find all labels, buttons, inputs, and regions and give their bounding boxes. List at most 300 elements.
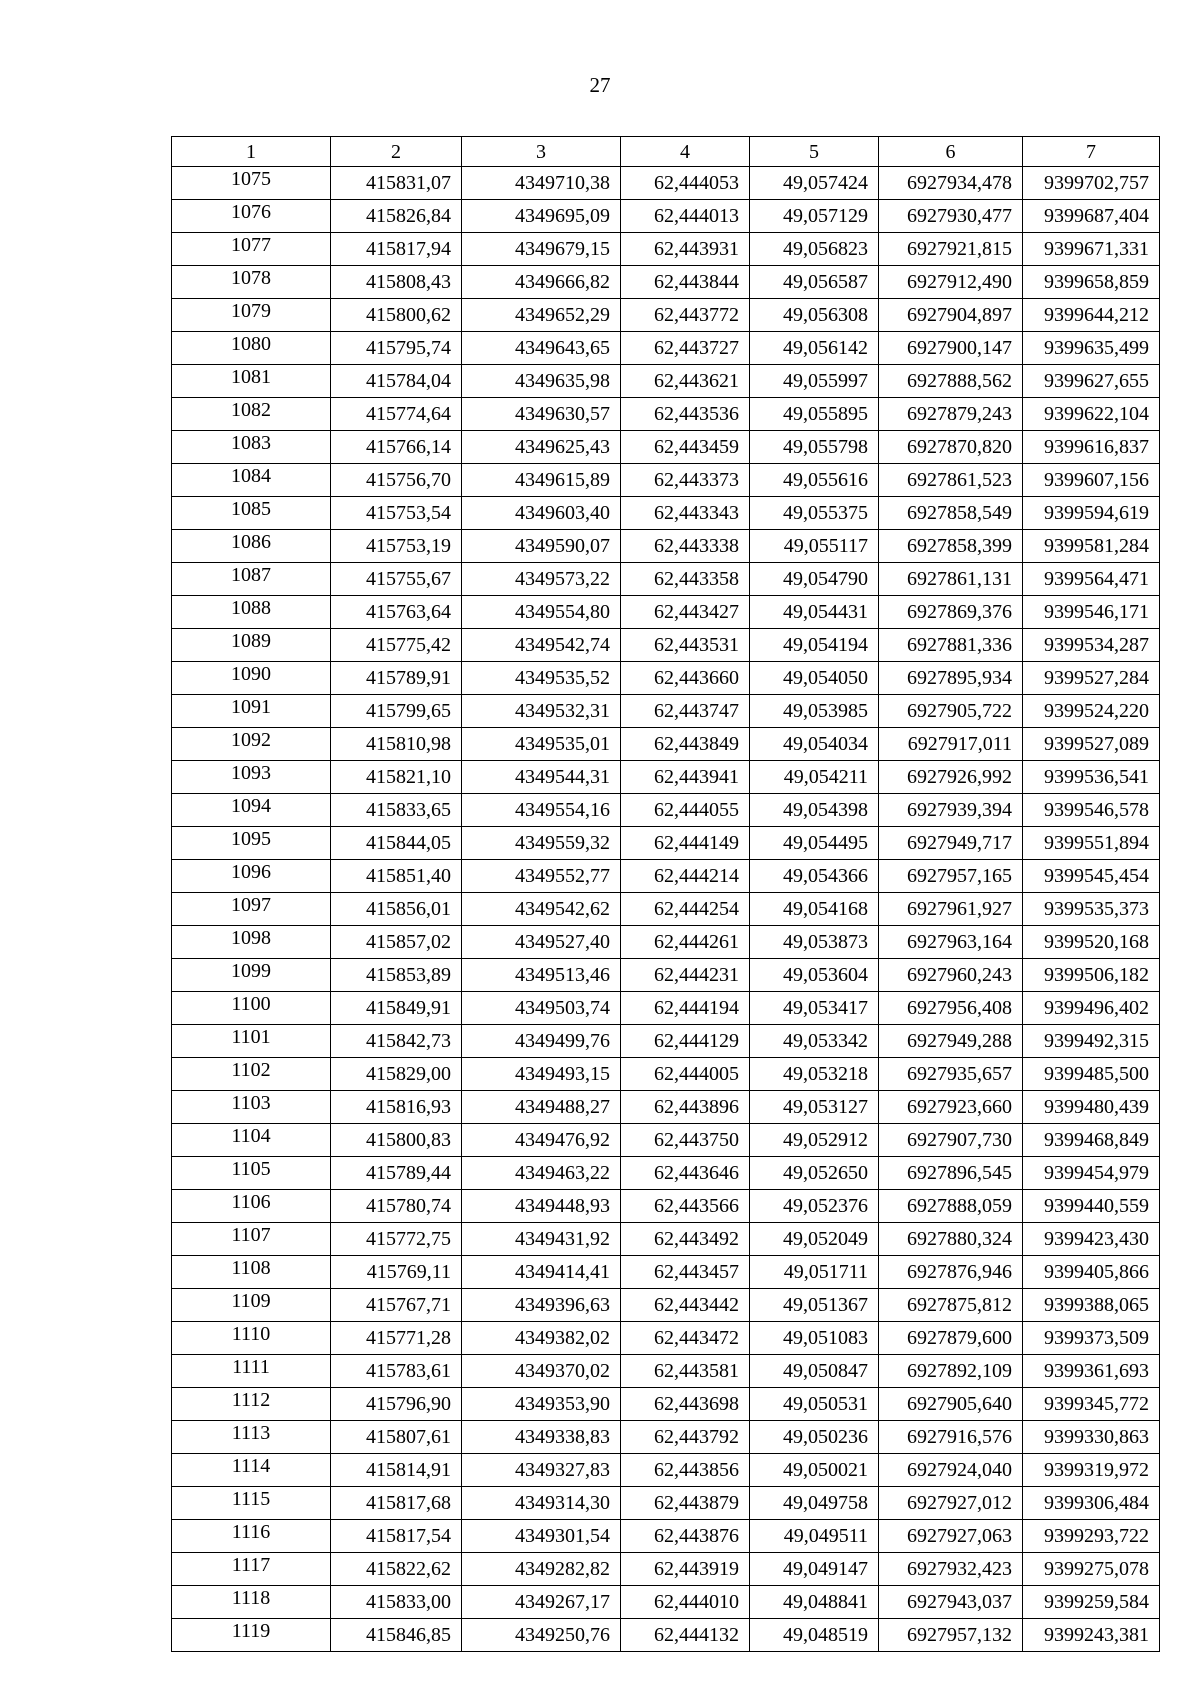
table-cell: 415780,74	[331, 1190, 462, 1223]
table-cell: 9399671,331	[1023, 233, 1160, 266]
table-cell: 62,443931	[621, 233, 750, 266]
table-cell: 49,057129	[750, 200, 879, 233]
table-cell: 62,443844	[621, 266, 750, 299]
table-cell: 62,444013	[621, 200, 750, 233]
table-cell: 49,056587	[750, 266, 879, 299]
table-cell: 4349448,93	[462, 1190, 621, 1223]
table-cell: 415783,61	[331, 1355, 462, 1388]
table-cell: 62,443792	[621, 1421, 750, 1454]
table-cell: 49,052376	[750, 1190, 879, 1223]
table-cell: 1107	[172, 1223, 331, 1256]
table-cell: 49,055997	[750, 365, 879, 398]
table-cell: 9399594,619	[1023, 497, 1160, 530]
table-cell: 6927896,545	[879, 1157, 1023, 1190]
table-cell: 415799,65	[331, 695, 462, 728]
table-cell: 9399480,439	[1023, 1091, 1160, 1124]
table-row	[172, 1223, 1160, 1256]
table-cell: 62,443338	[621, 530, 750, 563]
table-cell: 6927927,063	[879, 1520, 1023, 1553]
table-row	[172, 200, 1160, 233]
table-row	[172, 1619, 1160, 1652]
table-cell: 62,443849	[621, 728, 750, 761]
table-cell: 9399535,373	[1023, 893, 1160, 926]
table-row	[172, 1355, 1160, 1388]
table-cell: 415856,01	[331, 893, 462, 926]
table-row	[172, 827, 1160, 860]
table-header-row	[172, 137, 1160, 167]
table-cell: 62,444005	[621, 1058, 750, 1091]
table-cell: 49,049147	[750, 1553, 879, 1586]
table-cell: 6927963,164	[879, 926, 1023, 959]
table-cell: 6927907,730	[879, 1124, 1023, 1157]
table-cell: 4349603,40	[462, 497, 621, 530]
table-cell: 415807,61	[331, 1421, 462, 1454]
table-cell: 9399492,315	[1023, 1025, 1160, 1058]
table-row	[172, 1553, 1160, 1586]
table-cell: 9399373,509	[1023, 1322, 1160, 1355]
table-cell: 1098	[172, 926, 331, 959]
table-cell: 62,443879	[621, 1487, 750, 1520]
table-cell: 6927861,523	[879, 464, 1023, 497]
table-cell: 1115	[172, 1487, 331, 1520]
table-row	[172, 1388, 1160, 1421]
table-cell: 1106	[172, 1190, 331, 1223]
table-cell: 6927881,336	[879, 629, 1023, 662]
table-cell: 4349652,29	[462, 299, 621, 332]
table-cell: 415817,54	[331, 1520, 462, 1553]
table-cell: 9399607,156	[1023, 464, 1160, 497]
table-cell: 415753,19	[331, 530, 462, 563]
table-cell: 9399564,471	[1023, 563, 1160, 596]
table-cell: 49,053604	[750, 959, 879, 992]
table-cell: 4349643,65	[462, 332, 621, 365]
table-body	[172, 167, 1160, 1652]
table-cell: 49,052049	[750, 1223, 879, 1256]
table-cell: 49,054034	[750, 728, 879, 761]
table-cell: 4349431,92	[462, 1223, 621, 1256]
table-cell: 49,053218	[750, 1058, 879, 1091]
table-cell: 49,055616	[750, 464, 879, 497]
table-cell: 4349250,76	[462, 1619, 621, 1652]
table-cell: 62,443566	[621, 1190, 750, 1223]
table-cell: 4349695,09	[462, 200, 621, 233]
table-cell: 9399330,863	[1023, 1421, 1160, 1454]
table-cell: 62,443358	[621, 563, 750, 596]
table-cell: 9399485,500	[1023, 1058, 1160, 1091]
table-row	[172, 1322, 1160, 1355]
table-cell: 9399319,972	[1023, 1454, 1160, 1487]
table-cell: 9399644,212	[1023, 299, 1160, 332]
table-row	[172, 1091, 1160, 1124]
table-cell: 6927934,478	[879, 167, 1023, 200]
table-cell: 9399536,541	[1023, 761, 1160, 794]
table-cell: 49,055895	[750, 398, 879, 431]
table-cell: 49,056823	[750, 233, 879, 266]
table-cell: 415766,14	[331, 431, 462, 464]
table-cell: 62,444214	[621, 860, 750, 893]
table-cell: 415771,28	[331, 1322, 462, 1355]
table-row	[172, 959, 1160, 992]
table-cell: 415753,54	[331, 497, 462, 530]
table-cell: 415789,91	[331, 662, 462, 695]
table-cell: 9399527,089	[1023, 728, 1160, 761]
table-cell: 9399581,284	[1023, 530, 1160, 563]
table-cell: 1092	[172, 728, 331, 761]
table-cell: 415849,91	[331, 992, 462, 1025]
table-cell: 1099	[172, 959, 331, 992]
table-cell: 49,054194	[750, 629, 879, 662]
table-cell: 9399275,078	[1023, 1553, 1160, 1586]
table-cell: 9399527,284	[1023, 662, 1160, 695]
table-row	[172, 794, 1160, 827]
table-row	[172, 1487, 1160, 1520]
table-row	[172, 728, 1160, 761]
table-cell: 6927858,399	[879, 530, 1023, 563]
table-cell: 9399520,168	[1023, 926, 1160, 959]
table-cell: 9399345,772	[1023, 1388, 1160, 1421]
table-cell: 1112	[172, 1388, 331, 1421]
table-cell: 1095	[172, 827, 331, 860]
table-cell: 62,444261	[621, 926, 750, 959]
table-cell: 4349615,89	[462, 464, 621, 497]
table-cell: 9399546,578	[1023, 794, 1160, 827]
table-cell: 415814,91	[331, 1454, 462, 1487]
table-cell: 6927943,037	[879, 1586, 1023, 1619]
table-cell: 4349630,57	[462, 398, 621, 431]
table-cell: 415833,00	[331, 1586, 462, 1619]
table-cell: 6927861,131	[879, 563, 1023, 596]
table-cell: 62,443772	[621, 299, 750, 332]
table-cell: 415767,71	[331, 1289, 462, 1322]
table-row	[172, 299, 1160, 332]
table-row	[172, 1454, 1160, 1487]
table-cell: 49,048841	[750, 1586, 879, 1619]
table-cell: 49,053127	[750, 1091, 879, 1124]
table-cell: 1085	[172, 497, 331, 530]
table-cell: 1080	[172, 332, 331, 365]
table-cell: 1104	[172, 1124, 331, 1157]
table-row	[172, 629, 1160, 662]
table-cell: 415795,74	[331, 332, 462, 365]
table-cell: 6927888,562	[879, 365, 1023, 398]
table-cell: 4349382,02	[462, 1322, 621, 1355]
table-cell: 4349554,16	[462, 794, 621, 827]
table-cell: 62,443581	[621, 1355, 750, 1388]
table-cell: 6927904,897	[879, 299, 1023, 332]
table-cell: 415810,98	[331, 728, 462, 761]
table-row	[172, 1025, 1160, 1058]
table-cell: 62,444132	[621, 1619, 750, 1652]
table-cell: 4349267,17	[462, 1586, 621, 1619]
column-header-2: 2	[331, 137, 462, 167]
table-cell: 9399423,430	[1023, 1223, 1160, 1256]
table-cell: 4349499,76	[462, 1025, 621, 1058]
table-row	[172, 1058, 1160, 1091]
table-cell: 62,443747	[621, 695, 750, 728]
table-cell: 4349552,77	[462, 860, 621, 893]
table-cell: 4349493,15	[462, 1058, 621, 1091]
table-cell: 9399243,381	[1023, 1619, 1160, 1652]
table-cell: 9399702,757	[1023, 167, 1160, 200]
table-cell: 9399687,404	[1023, 200, 1160, 233]
table-cell: 9399622,104	[1023, 398, 1160, 431]
table-cell: 49,054495	[750, 827, 879, 860]
table-row	[172, 167, 1160, 200]
table-row	[172, 695, 1160, 728]
table-row	[172, 398, 1160, 431]
table-cell: 4349314,30	[462, 1487, 621, 1520]
table-cell: 6927949,717	[879, 827, 1023, 860]
table-cell: 6927927,012	[879, 1487, 1023, 1520]
table-cell: 1096	[172, 860, 331, 893]
table-cell: 9399545,454	[1023, 860, 1160, 893]
table-row	[172, 530, 1160, 563]
table-row	[172, 1289, 1160, 1322]
table-cell: 49,048519	[750, 1619, 879, 1652]
table-cell: 62,443531	[621, 629, 750, 662]
table-cell: 49,052912	[750, 1124, 879, 1157]
table-row	[172, 1256, 1160, 1289]
table-cell: 4349554,80	[462, 596, 621, 629]
table-cell: 62,443492	[621, 1223, 750, 1256]
table-cell: 62,443698	[621, 1388, 750, 1421]
table-row	[172, 662, 1160, 695]
table-cell: 1075	[172, 167, 331, 200]
table-cell: 1118	[172, 1586, 331, 1619]
table-row	[172, 497, 1160, 530]
table-cell: 4349573,22	[462, 563, 621, 596]
table-cell: 1109	[172, 1289, 331, 1322]
table-cell: 1079	[172, 299, 331, 332]
table-cell: 6927926,992	[879, 761, 1023, 794]
table-cell: 1076	[172, 200, 331, 233]
table-cell: 62,443750	[621, 1124, 750, 1157]
table-cell: 1094	[172, 794, 331, 827]
table-cell: 49,055117	[750, 530, 879, 563]
table-cell: 4349542,74	[462, 629, 621, 662]
table-cell: 4349513,46	[462, 959, 621, 992]
table-row	[172, 1586, 1160, 1619]
table-cell: 1084	[172, 464, 331, 497]
table-cell: 9399468,849	[1023, 1124, 1160, 1157]
table-cell: 9399524,220	[1023, 695, 1160, 728]
table-cell: 4349476,92	[462, 1124, 621, 1157]
table-cell: 9399534,287	[1023, 629, 1160, 662]
table-cell: 9399306,484	[1023, 1487, 1160, 1520]
table-cell: 1093	[172, 761, 331, 794]
table-cell: 62,443660	[621, 662, 750, 695]
table-cell: 4349679,15	[462, 233, 621, 266]
table-cell: 1077	[172, 233, 331, 266]
table-cell: 4349282,82	[462, 1553, 621, 1586]
column-header-4: 4	[621, 137, 750, 167]
table-cell: 4349532,31	[462, 695, 621, 728]
table-cell: 6927869,376	[879, 596, 1023, 629]
table-cell: 1117	[172, 1553, 331, 1586]
table-cell: 4349353,90	[462, 1388, 621, 1421]
table-cell: 6927949,288	[879, 1025, 1023, 1058]
table-cell: 4349370,02	[462, 1355, 621, 1388]
table-cell: 49,053873	[750, 926, 879, 959]
table-cell: 1103	[172, 1091, 331, 1124]
table-cell: 49,054168	[750, 893, 879, 926]
table-cell: 1082	[172, 398, 331, 431]
table-cell: 4349666,82	[462, 266, 621, 299]
table-cell: 6927930,477	[879, 200, 1023, 233]
table-row	[172, 464, 1160, 497]
table-cell: 6927879,600	[879, 1322, 1023, 1355]
table-cell: 4349488,27	[462, 1091, 621, 1124]
table-cell: 415851,40	[331, 860, 462, 893]
table-cell: 62,443472	[621, 1322, 750, 1355]
table-cell: 1097	[172, 893, 331, 926]
table-cell: 1090	[172, 662, 331, 695]
column-header-7: 7	[1023, 137, 1160, 167]
table-cell: 415775,42	[331, 629, 462, 662]
table-cell: 49,055798	[750, 431, 879, 464]
table-cell: 62,443536	[621, 398, 750, 431]
table-cell: 62,443457	[621, 1256, 750, 1289]
table-cell: 49,054050	[750, 662, 879, 695]
table-cell: 49,053342	[750, 1025, 879, 1058]
table-cell: 62,444231	[621, 959, 750, 992]
table-cell: 4349544,31	[462, 761, 621, 794]
table-cell: 6927892,109	[879, 1355, 1023, 1388]
table-cell: 415769,11	[331, 1256, 462, 1289]
table-cell: 49,055375	[750, 497, 879, 530]
table-cell: 6927858,549	[879, 497, 1023, 530]
table-cell: 415821,10	[331, 761, 462, 794]
table-cell: 49,050021	[750, 1454, 879, 1487]
table-cell: 49,054398	[750, 794, 879, 827]
table-cell: 415822,62	[331, 1553, 462, 1586]
table-cell: 415853,89	[331, 959, 462, 992]
table-cell: 49,053985	[750, 695, 879, 728]
table-cell: 415842,73	[331, 1025, 462, 1058]
table-cell: 49,051083	[750, 1322, 879, 1355]
table-row	[172, 563, 1160, 596]
table-cell: 62,443427	[621, 596, 750, 629]
table-cell: 49,049511	[750, 1520, 879, 1553]
table-cell: 1083	[172, 431, 331, 464]
table-cell: 9399405,866	[1023, 1256, 1160, 1289]
table-cell: 1101	[172, 1025, 331, 1058]
table-cell: 1108	[172, 1256, 331, 1289]
table-cell: 415833,65	[331, 794, 462, 827]
table-cell: 4349635,98	[462, 365, 621, 398]
table-cell: 415774,64	[331, 398, 462, 431]
table-row	[172, 1190, 1160, 1223]
table-cell: 4349535,52	[462, 662, 621, 695]
table-cell: 49,054431	[750, 596, 879, 629]
table-cell: 6927921,815	[879, 233, 1023, 266]
table-cell: 6927876,946	[879, 1256, 1023, 1289]
table-cell: 9399388,065	[1023, 1289, 1160, 1322]
table-cell: 415857,02	[331, 926, 462, 959]
table-cell: 62,443459	[621, 431, 750, 464]
table-cell: 62,443896	[621, 1091, 750, 1124]
table-cell: 62,443941	[621, 761, 750, 794]
table-cell: 9399259,584	[1023, 1586, 1160, 1619]
table-cell: 1113	[172, 1421, 331, 1454]
table-cell: 6927935,657	[879, 1058, 1023, 1091]
table-cell: 62,444053	[621, 167, 750, 200]
table-cell: 49,051367	[750, 1289, 879, 1322]
table-cell: 1105	[172, 1157, 331, 1190]
table-cell: 49,051711	[750, 1256, 879, 1289]
table-row	[172, 860, 1160, 893]
table-cell: 9399616,837	[1023, 431, 1160, 464]
table-cell: 49,053417	[750, 992, 879, 1025]
table-cell: 415772,75	[331, 1223, 462, 1256]
table-cell: 49,054790	[750, 563, 879, 596]
table-cell: 49,050531	[750, 1388, 879, 1421]
table-cell: 1086	[172, 530, 331, 563]
table-cell: 415831,07	[331, 167, 462, 200]
table-cell: 62,443442	[621, 1289, 750, 1322]
table-cell: 1114	[172, 1454, 331, 1487]
table-cell: 1088	[172, 596, 331, 629]
table-cell: 62,443919	[621, 1553, 750, 1586]
table-cell: 4349535,01	[462, 728, 621, 761]
table-cell: 4349559,32	[462, 827, 621, 860]
table-cell: 1102	[172, 1058, 331, 1091]
coordinates-table	[171, 136, 1160, 1652]
table-cell: 9399361,693	[1023, 1355, 1160, 1388]
table-cell: 9399551,894	[1023, 827, 1160, 860]
table-cell: 62,444194	[621, 992, 750, 1025]
table-cell: 9399506,182	[1023, 959, 1160, 992]
table-cell: 9399440,559	[1023, 1190, 1160, 1223]
table-cell: 415844,05	[331, 827, 462, 860]
table-cell: 62,443373	[621, 464, 750, 497]
table-cell: 6927960,243	[879, 959, 1023, 992]
table-cell: 62,444129	[621, 1025, 750, 1058]
table-cell: 49,052650	[750, 1157, 879, 1190]
table-cell: 49,050236	[750, 1421, 879, 1454]
table-row	[172, 1520, 1160, 1553]
table-cell: 415817,68	[331, 1487, 462, 1520]
table-row	[172, 266, 1160, 299]
table-cell: 1081	[172, 365, 331, 398]
table-cell: 6927900,147	[879, 332, 1023, 365]
table-cell: 6927917,011	[879, 728, 1023, 761]
table-cell: 9399454,979	[1023, 1157, 1160, 1190]
table-cell: 4349542,62	[462, 893, 621, 926]
table-cell: 415829,00	[331, 1058, 462, 1091]
table-cell: 4349414,41	[462, 1256, 621, 1289]
table-cell: 49,057424	[750, 167, 879, 200]
table-cell: 415800,62	[331, 299, 462, 332]
table-cell: 1089	[172, 629, 331, 662]
table-cell: 6927957,165	[879, 860, 1023, 893]
table-row	[172, 926, 1160, 959]
table-cell: 9399658,859	[1023, 266, 1160, 299]
table-cell: 62,443621	[621, 365, 750, 398]
table-cell: 1087	[172, 563, 331, 596]
table-row	[172, 431, 1160, 464]
column-header-6: 6	[879, 137, 1023, 167]
table-cell: 4349625,43	[462, 431, 621, 464]
table-cell: 6927961,927	[879, 893, 1023, 926]
table-cell: 6927932,423	[879, 1553, 1023, 1586]
table-cell: 6927916,576	[879, 1421, 1023, 1454]
table-cell: 9399627,655	[1023, 365, 1160, 398]
table-cell: 6927888,059	[879, 1190, 1023, 1223]
table-cell: 9399546,171	[1023, 596, 1160, 629]
table-cell: 62,443727	[621, 332, 750, 365]
table-cell: 6927875,812	[879, 1289, 1023, 1322]
